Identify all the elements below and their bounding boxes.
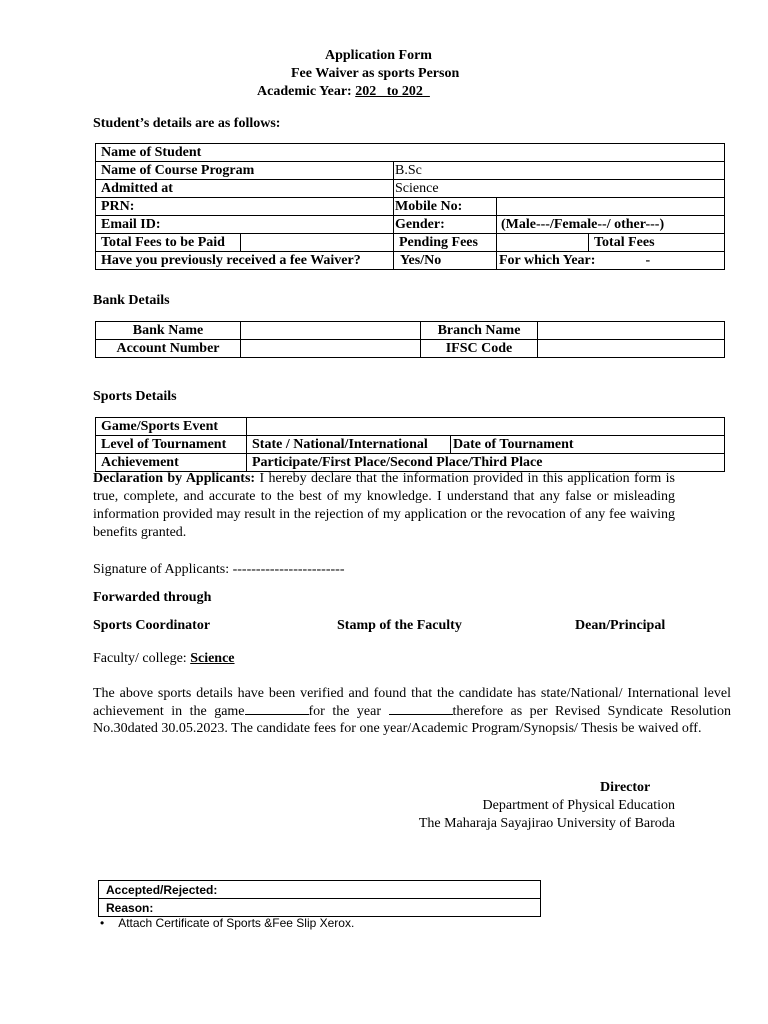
sports-details-table bbox=[95, 417, 725, 472]
table-row bbox=[96, 180, 725, 198]
sports-details-heading: Sports Details bbox=[93, 389, 177, 404]
declaration-text: I hereby declare that the information provided in this application form is true, complete, and accurate to the best of my knowledge. I understand that any false or misleading information provided may result in the rejection of my application or the revocation of any fee waiving benefits granted. bbox=[93, 471, 675, 540]
faculty-line bbox=[93, 651, 235, 667]
which-year-cell bbox=[497, 252, 725, 270]
table-row bbox=[96, 322, 725, 340]
branch-name-label: Branch Name bbox=[421, 322, 538, 340]
total-fees-paid-value[interactable] bbox=[241, 234, 394, 252]
table-row bbox=[96, 234, 725, 252]
table-row bbox=[96, 340, 725, 358]
date-label: Date of Tournament bbox=[451, 436, 725, 454]
dean-principal: Dean/Principal bbox=[575, 618, 666, 633]
verification-paragraph bbox=[93, 685, 731, 737]
director-department: Department of Physical Education bbox=[482, 798, 675, 813]
director-title: Director bbox=[600, 780, 651, 795]
game-event-value[interactable] bbox=[247, 418, 725, 436]
admitted-at-label: Admitted at bbox=[96, 180, 394, 198]
table-row bbox=[96, 418, 725, 436]
signature-label: Signature of Applicants: bbox=[93, 562, 230, 577]
previous-waiver-label: Have you previously received a fee Waiver? bbox=[96, 252, 394, 270]
verification-part1: The above sports details have been verified and found that the candidate has state/National/ International level achievement in the game bbox=[93, 686, 731, 719]
bank-name-label: Bank Name bbox=[96, 322, 241, 340]
forwarded-heading: Forwarded through bbox=[93, 590, 212, 605]
level-label: Level of Tournament bbox=[96, 436, 247, 454]
email-label: Email ID: bbox=[96, 216, 394, 234]
declaration-lead: Declaration by Applicants: bbox=[93, 471, 256, 486]
form-subtitle: Fee Waiver as sports Person bbox=[291, 66, 460, 81]
reason-label: Reason: bbox=[99, 899, 541, 917]
faculty-label: Faculty/ college: bbox=[93, 651, 187, 666]
table-row bbox=[99, 899, 541, 917]
declaration-paragraph bbox=[93, 470, 675, 542]
signature-dashes: ------------------------ bbox=[232, 562, 345, 577]
pending-fees-value[interactable] bbox=[497, 234, 589, 252]
gender-label: Gender: bbox=[394, 216, 497, 234]
director-university: The Maharaja Sayajirao University of Baroda bbox=[418, 816, 675, 831]
table-row bbox=[96, 454, 725, 472]
verification-part2: for the year bbox=[308, 704, 382, 719]
student-details-heading: Student’s details are as follows: bbox=[93, 116, 281, 131]
total-fees-label: Total Fees bbox=[589, 234, 725, 252]
total-fees-paid-label: Total Fees to be Paid bbox=[96, 234, 241, 252]
name-of-student-cell: Name of Student bbox=[96, 144, 725, 162]
branch-name-value[interactable] bbox=[538, 322, 725, 340]
signature-line bbox=[93, 562, 344, 578]
course-program-value: B.Sc bbox=[394, 162, 725, 180]
bank-name-value[interactable] bbox=[241, 322, 421, 340]
academic-year bbox=[257, 84, 430, 100]
form-title: Application Form bbox=[325, 48, 432, 63]
level-value: State / National/International bbox=[247, 436, 451, 454]
verification-part3: therefore as per Revised Syndicate Resolution No.30dated 30.05.2023. The candidate fees for one year/Academic Program/Synopsis/ Thesis be waived off. bbox=[93, 704, 731, 736]
office-use-table bbox=[98, 880, 541, 917]
ifsc-label: IFSC Code bbox=[421, 340, 538, 358]
which-year-label: For which Year: bbox=[499, 252, 596, 268]
achievement-value: Participate/First Place/Second Place/Third Place bbox=[247, 454, 725, 472]
attachment-note bbox=[100, 916, 354, 930]
account-number-value[interactable] bbox=[241, 340, 421, 358]
mobile-label: Mobile No: bbox=[394, 198, 497, 216]
game-blank-line[interactable] bbox=[245, 702, 309, 715]
achievement-label: Achievement bbox=[96, 454, 247, 472]
table-row bbox=[96, 216, 725, 234]
table-row bbox=[99, 881, 541, 899]
accepted-rejected-label: Accepted/Rejected: bbox=[99, 881, 541, 899]
table-row bbox=[96, 162, 725, 180]
bank-details-table bbox=[95, 321, 725, 358]
mobile-value[interactable] bbox=[497, 198, 725, 216]
which-year-value: - bbox=[645, 252, 651, 268]
academic-year-value: 202 to 202 bbox=[355, 84, 430, 99]
prn-label: PRN: bbox=[96, 198, 394, 216]
academic-year-label: Academic Year: bbox=[257, 84, 352, 99]
gender-value: (Male---/Female--/ other---) bbox=[497, 216, 725, 234]
table-row bbox=[96, 144, 725, 162]
bullet-icon: • bbox=[100, 916, 105, 930]
table-row bbox=[96, 252, 725, 270]
stamp-of-faculty: Stamp of the Faculty bbox=[337, 618, 462, 633]
previous-waiver-value: Yes/No bbox=[394, 252, 497, 270]
table-row bbox=[96, 436, 725, 454]
game-event-label: Game/Sports Event bbox=[96, 418, 247, 436]
bank-details-heading: Bank Details bbox=[93, 293, 170, 308]
pending-fees-label: Pending Fees bbox=[394, 234, 497, 252]
student-details-table bbox=[95, 143, 725, 270]
year-blank-line[interactable] bbox=[389, 702, 453, 715]
account-number-label: Account Number bbox=[96, 340, 241, 358]
course-program-label: Name of Course Program bbox=[96, 162, 394, 180]
admitted-at-value: Science bbox=[394, 180, 725, 198]
table-row bbox=[96, 198, 725, 216]
ifsc-value[interactable] bbox=[538, 340, 725, 358]
sports-coordinator: Sports Coordinator bbox=[93, 618, 211, 633]
faculty-value: Science bbox=[190, 651, 235, 666]
attachment-note-text: Attach Certificate of Sports &Fee Slip Xerox. bbox=[118, 916, 355, 930]
